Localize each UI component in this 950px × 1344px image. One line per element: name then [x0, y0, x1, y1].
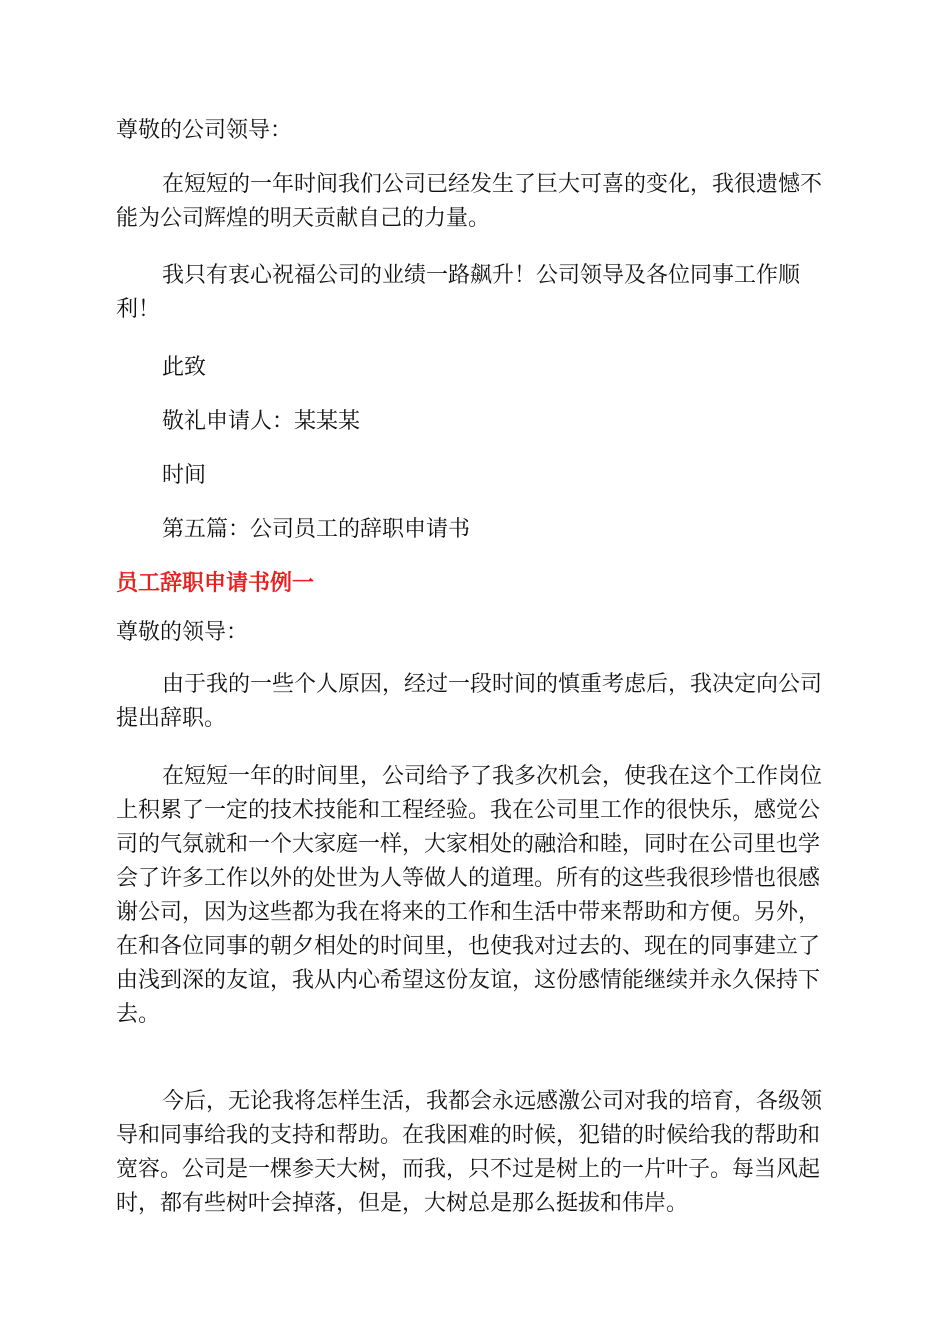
date: 时间	[162, 463, 207, 488]
paragraph-1: 在短短的一年时间我们公司已经发生了巨大可喜的变化，我很遗憾不能为公司辉煌的明天贡献自己的力量。	[116, 172, 823, 231]
paragraph-2: 我只有衷心祝福公司的业绩一路飙升！公司领导及各位同事工作顺利！	[116, 263, 801, 322]
signature: 敬礼申请人：某某某	[162, 409, 361, 434]
paragraph-3: 由于我的一些个人原因，经过一段时间的慎重考虑后，我决定向公司提出辞职。	[116, 672, 823, 731]
closing: 此致	[162, 355, 207, 380]
salutation-2: 尊敬的领导：	[116, 620, 249, 645]
section-heading: 员工辞职申请书例一	[116, 571, 315, 596]
salutation: 尊敬的公司领导：	[116, 118, 293, 143]
paragraph-4: 在短短一年的时间里，公司给予了我多次机会，使我在这个工作岗位上积累了一定的技术技能和工程经验。我在公司里工作的很快乐，感觉公司的气氛就和一个大家庭一样，大家相处的融洽和睦，同时在公司里也学会了许多工作以外的处世为人等做人的道理。所有的这些我很珍惜也很感谢公司，因为这些都为我在将来的工作和生活中带来帮助和方便。另外，在和各位同事的朝夕相处的时间里，也使我对过去的、现在的同事建立了由浅到深的友谊，我从内心希望这份友谊，这份感情能继续并永久保持下去。	[116, 764, 823, 1027]
next-section-title: 第五篇：公司员工的辞职申请书	[162, 517, 471, 542]
paragraph-5: 今后，无论我将怎样生活，我都会永远感激公司对我的培育，各级领导和同事给我的支持和帮助。在我困难的时候，犯错的时候给我的帮助和宽容。公司是一棵参天大树，而我，只不过是树上的一片叶子。每当风起时，都有些树叶会掉落，但是，大树总是那么挺拔和伟岸。	[116, 1089, 823, 1216]
